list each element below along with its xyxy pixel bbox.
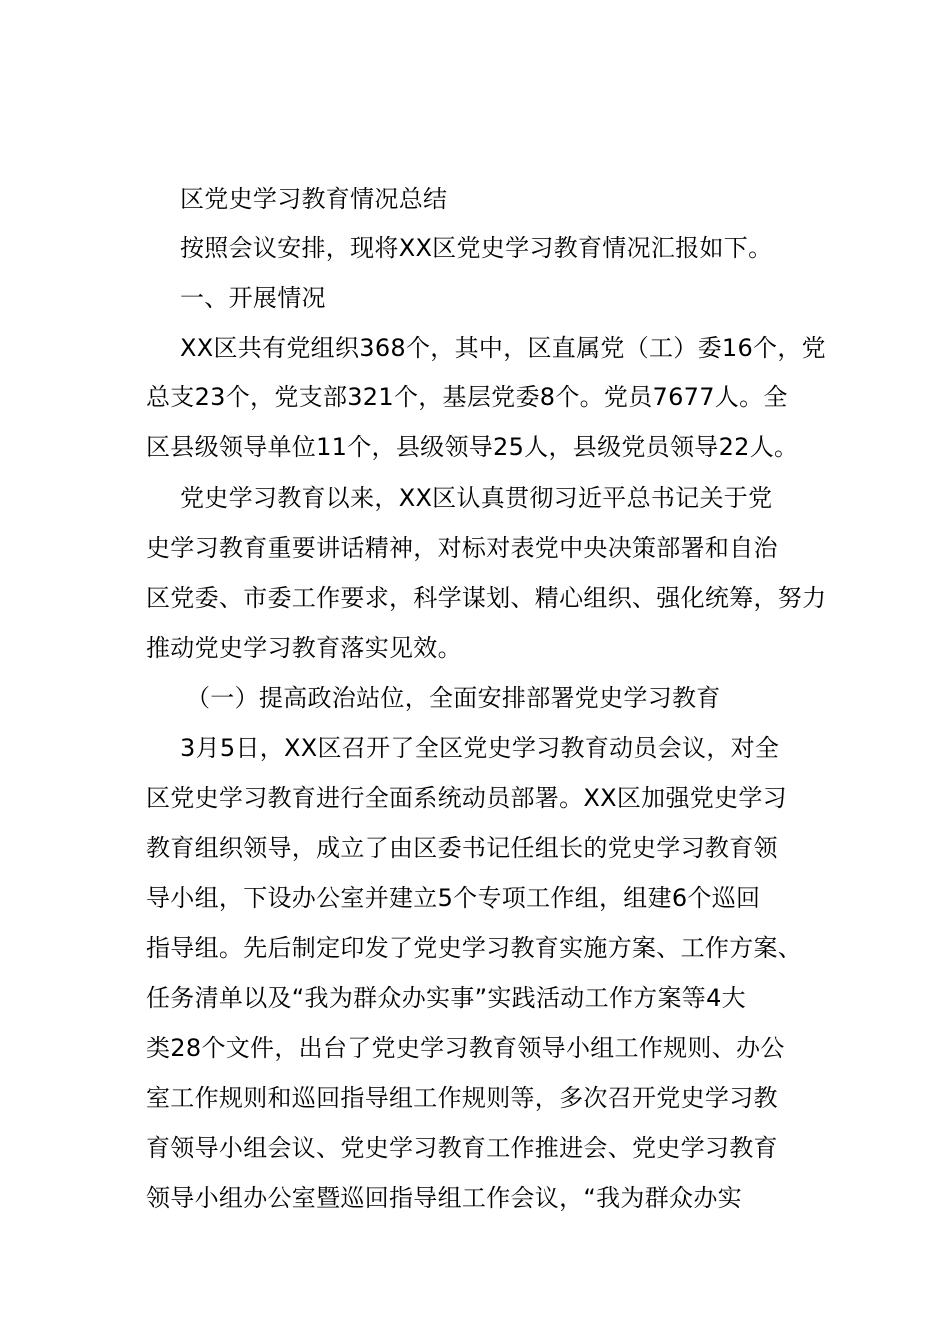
paragraph-line: 3月5日，XX区召开了全区党史学习教育动员会议，对全 bbox=[180, 734, 780, 762]
paragraph-line: 教育组织领导，成立了由区委书记任组长的党史学习教育领 bbox=[146, 834, 778, 862]
subheading: （一）提高政治站位，全面安排部署党史学习教育 bbox=[186, 684, 721, 712]
document-title: 区党史学习教育情况总结 bbox=[180, 185, 448, 213]
paragraph-line: 类28个文件，出台了党史学习教育领导小组工作规则、办公 bbox=[146, 1034, 785, 1062]
paragraph-line: 推动党史学习教育落实见效。 bbox=[146, 634, 462, 662]
paragraph-line: 任务清单以及“我为群众办实事”实践活动工作方案等4大 bbox=[146, 984, 746, 1012]
paragraph-line: 导小组，下设办公室并建立5个专项工作组，组建6个巡回 bbox=[146, 884, 761, 912]
paragraph-line: 党史学习教育以来，XX区认真贯彻习近平总书记关于党 bbox=[180, 484, 773, 512]
paragraph-line: 育领导小组会议、党史学习教育工作推进会、党史学习教育 bbox=[146, 1134, 778, 1162]
section-heading: 一、开展情况 bbox=[180, 284, 326, 312]
paragraph-line: 室工作规则和巡回指导组工作规则等，多次召开党史学习教 bbox=[146, 1084, 778, 1112]
paragraph-line: 总支23个，党支部321个，基层党委8个。党员7677人。全 bbox=[146, 383, 788, 411]
intro-line: 按照会议安排，现将XX区党史学习教育情况汇报如下。 bbox=[180, 234, 773, 262]
paragraph-line: 史学习教育重要讲话精神，对标对表党中央决策部署和自治 bbox=[146, 534, 778, 562]
paragraph-line: XX区共有党组织368个，其中，区直属党（工）委16个，党 bbox=[180, 334, 826, 362]
paragraph-line: 区县级领导单位11个，县级领导25人，县级党员领导22人。 bbox=[146, 433, 799, 461]
paragraph-line: 区党史学习教育进行全面系统动员部署。XX区加强党史学习 bbox=[146, 784, 787, 812]
paragraph-line: 指导组。先后制定印发了党史学习教育实施方案、工作方案、 bbox=[146, 934, 803, 962]
paragraph-line: 区党委、市委工作要求，科学谋划、精心组织、强化统筹，努力 bbox=[146, 584, 827, 612]
paragraph-line: 领导小组办公室暨巡回指导组工作会议，“我为群众办实 bbox=[146, 1184, 742, 1212]
